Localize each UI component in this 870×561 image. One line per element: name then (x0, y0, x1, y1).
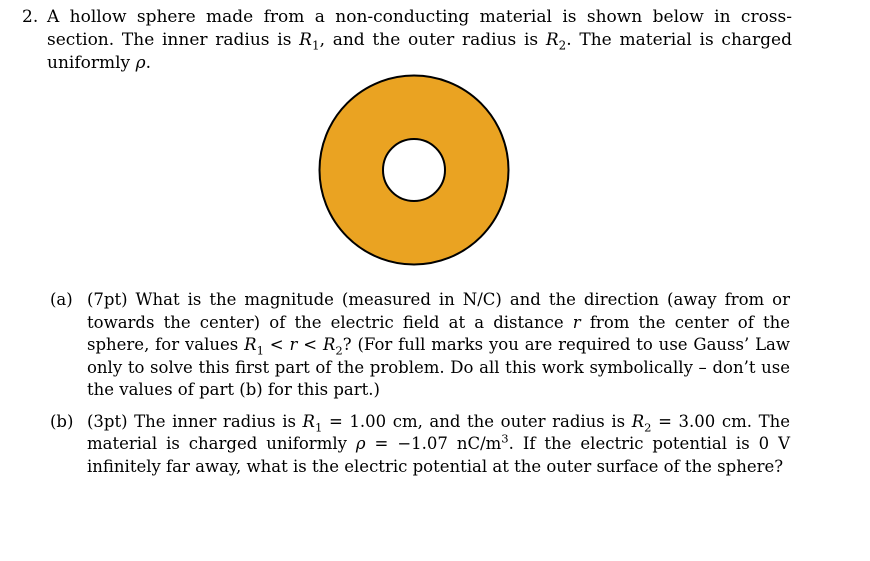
part-a (50, 289, 790, 402)
part-a-label: (a) (50, 290, 73, 309)
problem-intro-text: A hollow sphere made from a non-conducting material is shown below in cross-section. The inner radius is $R_1$, and the outer radius is $R_2$. The material is charged uniformly ρ. (47, 7, 792, 73)
problem-parts (50, 289, 790, 487)
hollow-sphere-cross-section (318, 74, 510, 266)
problem-number: 2. (22, 7, 39, 27)
problem-statement (22, 6, 792, 75)
part-b (50, 411, 790, 479)
inner-cavity (383, 139, 445, 201)
part-a-text: (7pt) What is the magnitude (measured in N/C) and the direction (away from or towards the center) of the electric field at a distance r from the center of the sphere, for values $R_1 < r < R_2$? (For full marks you are required to use Gauss’ Law only to solve this first part of the problem. Do all this work symbolically – don’t use the values of part (b) for this part.) (87, 290, 791, 399)
part-b-text: (3pt) The inner radius is $R_1 = 1.00$ cm, and the outer radius is $R_2 = 3.00$ cm. The material is charged uniformly ρ = −1.07 $nC/m^3$. If the electric potential is 0 V infinitely far away, what is the electric potential at the outer surface of the sphere? (87, 411, 790, 476)
part-b-label: (b) (50, 411, 74, 431)
